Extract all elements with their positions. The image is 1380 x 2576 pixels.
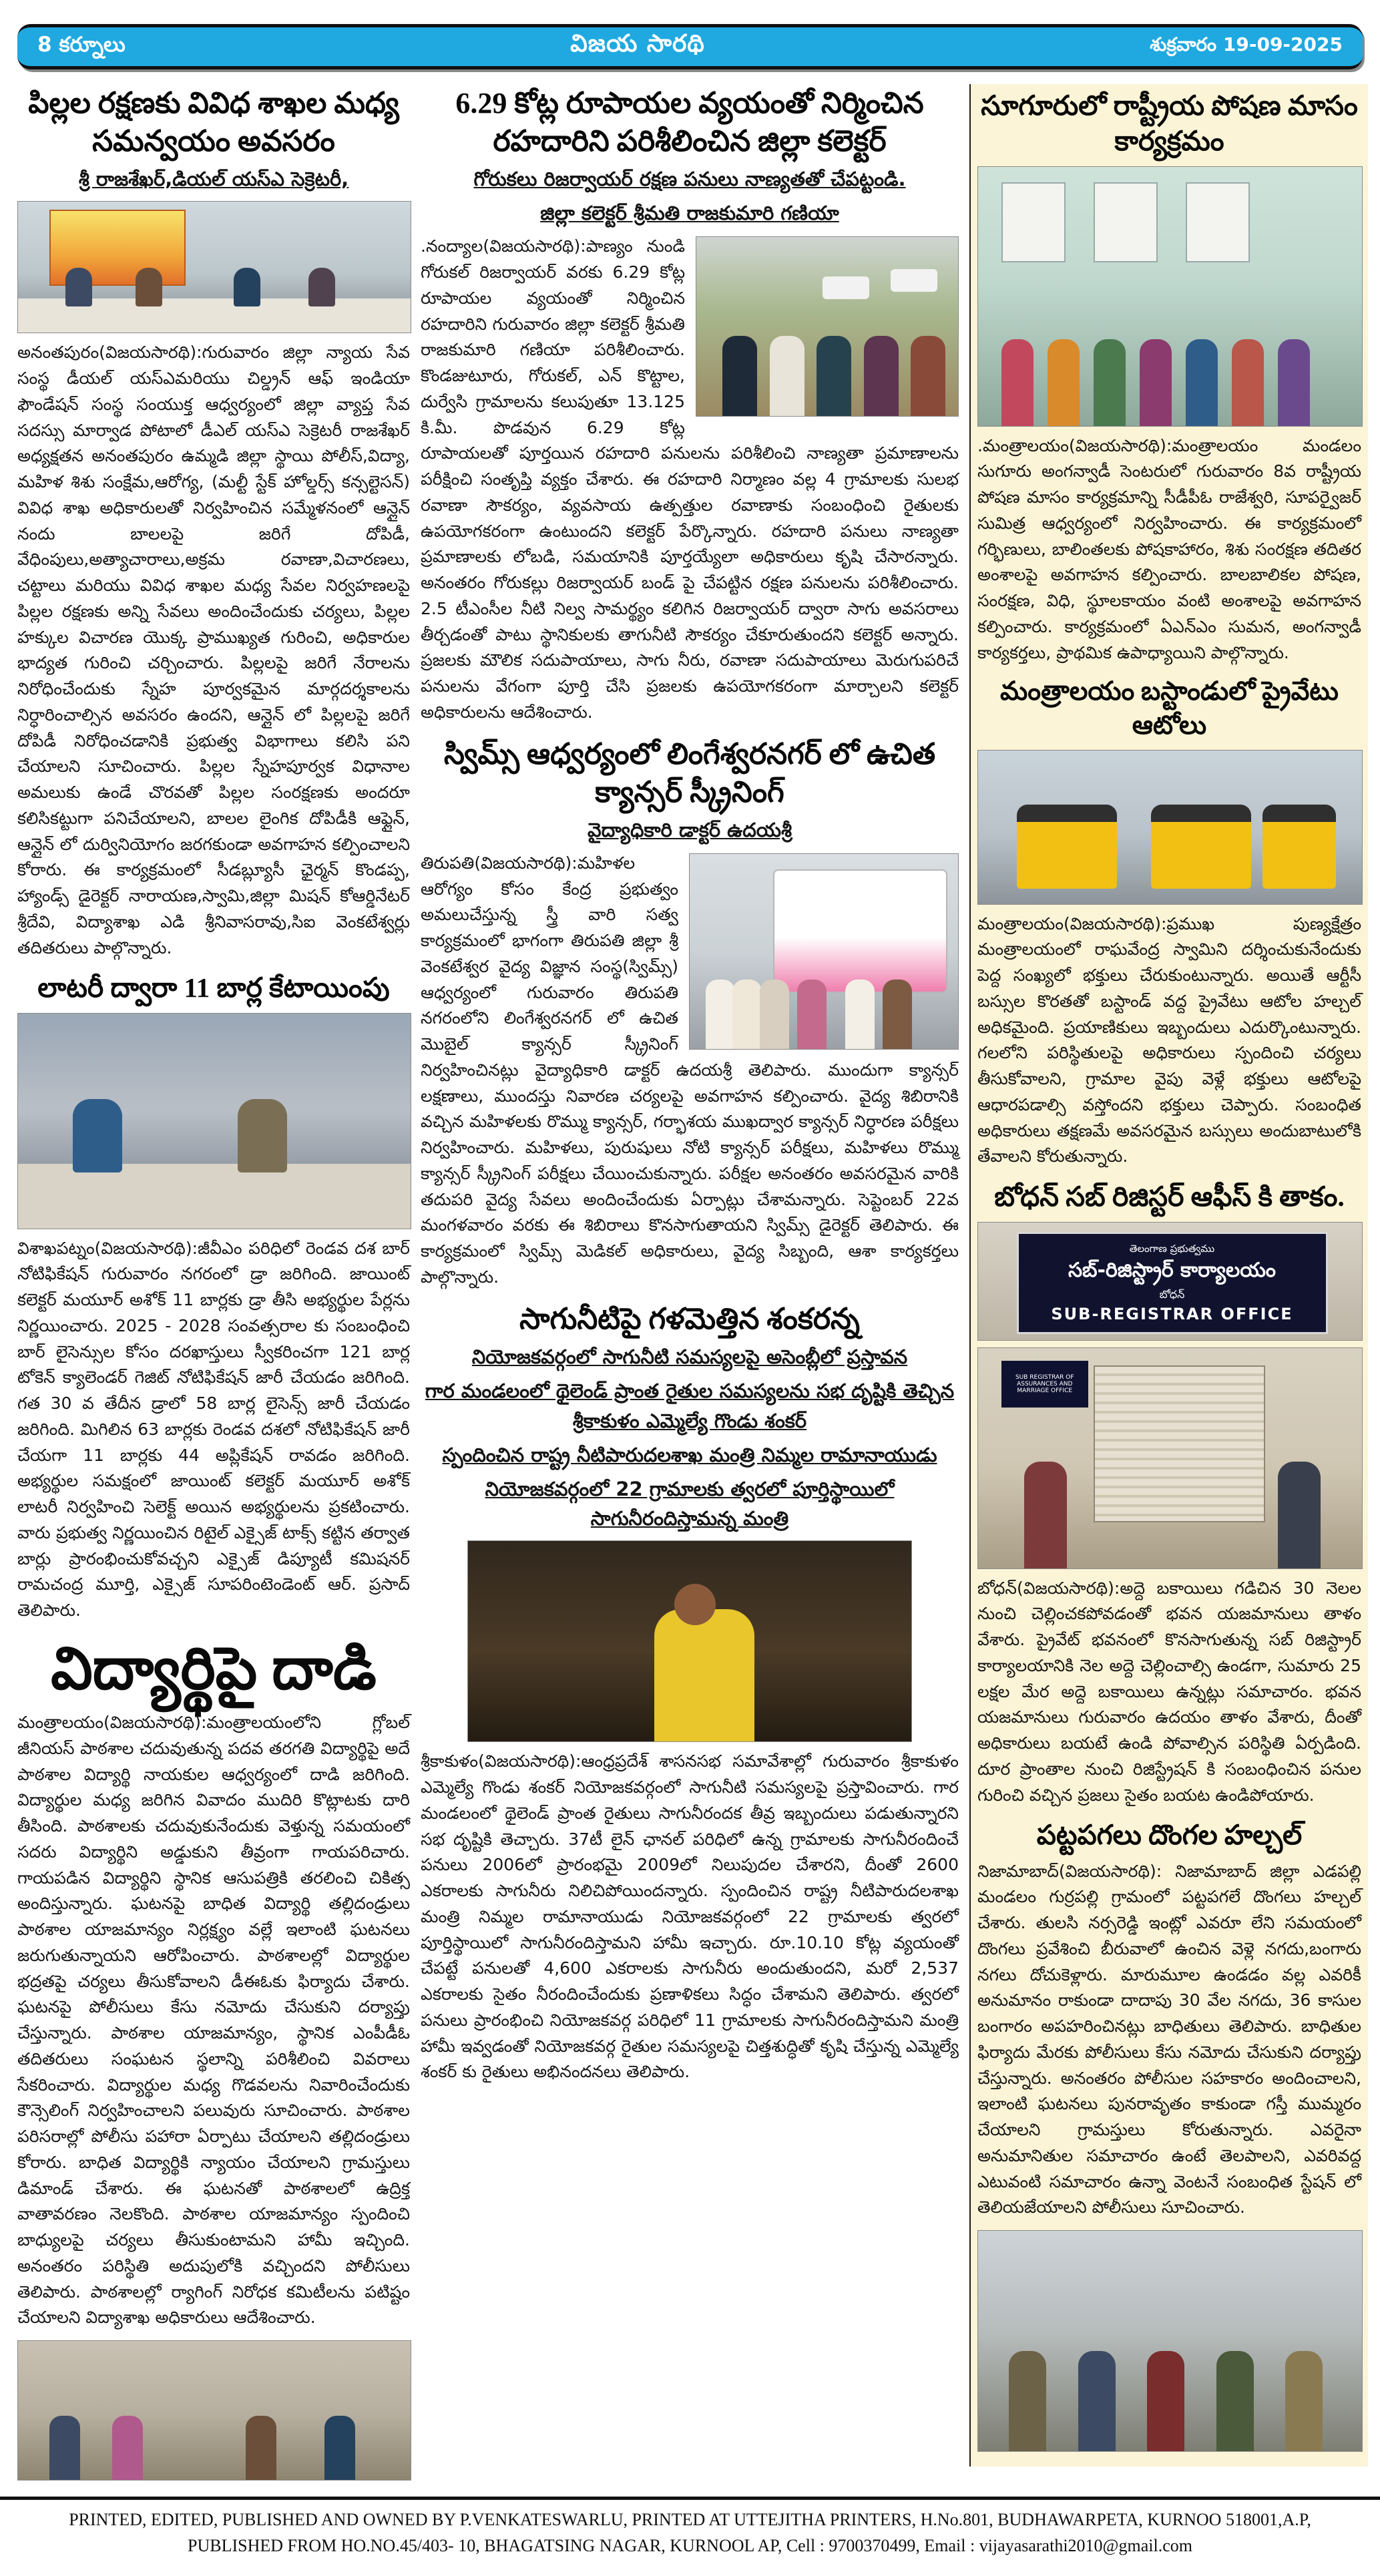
article-cancer-screening [421,735,959,1300]
page-number-edition: 8 కర్నూలు [37,32,126,57]
article-subhead: శ్రీ రాజశేఖర్,డియల్ యస్ఎ సెక్రెటరీ, [78,168,349,191]
locked-office-photo [977,1347,1363,1569]
article-body: .మంత్రాలయం(విజయసారథి):మంత్రాలయం మండలం సుగూరు అంగన్వాడీ సెంటరులో గురువారం 8వ రాష్ట్రీయ పోషణ మాసం కార్యక్రమాన్ని సీడీపీఓ రాజేశ్వరి, సూపర్వైజర్ సుమిత్ర ఆధ్వర్యంలో నిర్వహించారు. ఈ కార్యక్రమంలో గర్భిణులు, బాలింతలకు పోషకాహారం, శిశు సంరక్షణ తదితర అంశాలపై అవగాహన కల్పించారు. బాలబాలికల పోషణ, సంరక్షణ, విధి, స్థూలకాయం వంటి అంశాలపై అవగాహన కల్పించారు. కార్యక్రమంలో ఏఎన్ఎం సుమన, అంగన్వాడీ కార్యకర్తలు, ప్రాథమిక ఉపాధ్యాయిని పాల్గొన్నారు. [977,435,1361,662]
article-student-attack [17,1636,410,2481]
school-office-photo [17,2340,411,2481]
article-bar-lottery [17,970,410,1624]
middle-column [421,84,959,2095]
article-headline: మంత్రాలయం బస్టాండులో ప్రైవేటు ఆటోలు [1000,677,1339,740]
article-child-protection [17,84,410,961]
lottery-officials-photo [17,1013,411,1229]
sign-english-line: SUB-REGISTRAR OFFICE [1051,1305,1293,1323]
article-body: .నంద్యాల(విజయసారథి):పాణ్యం నుండి గోరుకల్ రిజర్వాయర్ వరకు 6.29 కోట్ల రూపాయల వ్యయంతో నిర్మించిన రహదారిని గురువారం జిల్లా కలెక్టర్ శ్రీమతి రాజకుమారి గణియా పరిశీలించారు. కొండజుటూరు, గోరుకల్, ఎన్ కొట్టాల, దుర్వేసి గ్రామాలను కలుపుతూ 13.125 కి.మీ. పొడవున 6.29 కోట్ల రూపాయలతో పూర్తయిన రహదారి పనులను పరిశీలించి నాణ్యతా ప్రమాణాలను పరీక్షించి సంతృప్తి వ్యక్తం చేశారు. ఈ రహదారి నిర్మాణం వల్ల 4 గ్రామాలకు సులభ రవాణా సౌకర్యం, వ్యవసాయ ఉత్పత్తుల రవాణాకు సంబంధించి రైతులకు ఉపయోగకరంగా ఉంటుందని కలెక్టర్ పేర్కొన్నారు. రహదారి పనులు నాణ్యతా ప్రమాణాలకు లోబడి, సమయానికి పూర్తయ్యేలా అధికారులు కృషి చేసారన్నారు. అనంతరం గోరుకల్లు రిజర్వాయర్ బండ్ పై చేపట్టిన రక్షణ పనులను పరిశీలించారు. 2.5 టీఎంసీల నీటి నిల్వ సామర్థ్యం కలిగిన రిజర్వాయర్ ద్వారా సాగు అవసరాలు తీర్చడంతో పాటు స్థానికులకు తాగునీటి సౌకర్యం చేకూరుతుందని కలెక్టర్ అన్నారు. ప్రజలకు మౌలిక సదుపాయాలు, సాగు నీరు, రవాణా సదుపాయాలు మెరుగుపరిచే పనులను వేగంగా పూర్తి చేసి ప్రజలకు ఉపయోగకరంగా మార్చాలని కలెక్టర్ అధికారులను ఆదేశించారు. [421,236,959,722]
sign-town-line: బోధన్ [1159,1288,1185,1301]
article-daylight-theft [977,1817,1361,2452]
article-headline: స్విమ్స్ ఆధ్వర్యంలో లింగేశ్వరనగర్ లో ఉచిత క్యాన్సర్ స్క్రీనింగ్ [443,737,936,809]
subregistrar-signboard-photo [977,1222,1363,1341]
article-body: నిజామాబాద్(విజయసారథి): నిజామాబాద్ జిల్లా ఎడపల్లి మండలం గుర్రపల్లి గ్రామంలో పట్టపగలే దొంగలు హల్చల్ చేశారు. తులసి నర్సరెడ్డి ఇంట్లో ఎవరూ లేని సమయంలో దొంగలు ప్రవేశించి బీరువాలో ఉంచిన వెళ్లె నగదు,బంగారు నగలు దోచుకెళ్లారు. మారుమూల ఉండడం వల్ల ఎవరికీ అనుమానం రాకుండా దాదాపు 30 వేల నగదు, 36 కాసుల బంగారం అపహరించినట్లు బాధితులు తెలిపారు. బాధితుల ఫిర్యాదు మేరకు పోలీసులు కేసు నమోదు చేసుకుని దర్యాప్తు చేస్తున్నారు. అనంతరం పోలీసుల సహకారం అందించాలని, ఇలాంటి ఘటనలు పునరావృతం కాకుండా గస్తీ ముమ్మరం చేయాలని గ్రామస్తులు కోరుతున్నారు. ఎవరైనా అనుమానితుల సమాచారం ఉంటే తెలపాలని, ఎవరివద్ద ఎటువంటి సమాచారం ఉన్నా వెంటనే సంబంధిత స్టేషన్ లో తెలియజేయాలని పోలీసులు సూచించారు. [977,1861,1361,2217]
article-headline: 6.29 కోట్ల రూపాయల వ్యయంతో నిర్మించిన రహదారిని పరిశీలించిన జిల్లా కలెక్టర్ [455,87,924,158]
sign-telugu-line: సబ్-రిజిస్ట్రార్ కార్యాలయం [1068,1259,1276,1282]
office-signboard [1017,1232,1328,1335]
sign-govt-line: తెలంగాణ ప్రభుత్వము [1129,1243,1215,1255]
article-poshan-maas [977,88,1361,666]
anganwadi-event-photo [977,166,1363,427]
article-subhead: జిల్లా కలెక్టర్ శ్రీమతి రాజకుమారి గణియా [540,202,839,225]
article-headline: పట్టపగలు దొంగల హల్చల్ [1036,1819,1303,1851]
article-body: బోధన్(విజయసారథి):అద్దె బకాయిలు గడిచిన 30 నెలల నుంచి చెల్లించకపోవడంతో భవన యజమానులు తాళం వేశారు. ప్రైవేట్ భవనంలో కొనసాగుతున్న సబ్ రిజిస్ట్రార్ కార్యాలయానికి నెల అద్దె చెల్లించాల్సి ఉండగా, సుమారు 25 లక్షల మేర అద్దె బకాయిలు ఉన్నట్లు సమాచారం. భవన యజమానులు గురువారం ఉదయం తాళం వేశారు, దీంతో అధికారులు బయటే ఉండి పోవాల్సిన పరిస్థితి ఏర్పడింది. దూర ప్రాంతాల నుంచి రిజిస్ట్రేషన్ కి సంబంధించిన పనుల గురించి వచ్చిన ప్రజలు సైతం బయట ఉండిపోయారు. [977,1578,1361,1805]
collector-inspection-photo [696,236,959,417]
mobile-screening-van [773,869,947,993]
article-headline: పిల్లల రక్షణకు వివిధ శాఖల మధ్య సమన్వయం అవసరం [28,87,399,158]
right-column [969,84,1368,2466]
page-header [0,0,1380,75]
mla-figure [654,1609,754,1741]
screening-van-photo [689,853,959,1050]
article-body: మంత్రాలయం(విజయసారథి):మంత్రాలయంలోని గ్లోబల్ జీనియస్ పాఠశాల చదువుతున్న పదవ తరగతి విద్యార్థిపై అదే పాఠశాల విద్యార్థి నాయకుల ఆధ్వర్యంలో దాడి జరిగింది. విద్యార్థుల మధ్య జరిగిన వివాదం ముదిరి కొట్లాటకు దారి తీసింది. పాఠశాలకు చదువుకునేందుకు వెళ్తున్న సమయంలో సదరు విద్యార్థిని అడ్డుకుని తీవ్రంగా గాయపరిచారు. గాయపడిన విద్యార్థిని స్థానిక ఆసుపత్రికి తరలించి చికిత్స అందిస్తున్నారు. ఘటనపై బాధిత విద్యార్థి తల్లిదండ్రులు పాఠశాల యాజమాన్యం నిర్లక్ష్యం వల్లే ఇలాంటి ఘటనలు జరుగుతున్నాయని ఆరోపించారు. పాఠశాలల్లో విద్యార్థుల భద్రతపై చర్యలు తీసుకోవాలని డీఈఓకు ఫిర్యాదు చేశారు. ఘటనపై పోలీసులు కేసు నమోదు చేసుకుని దర్యాప్తు చేస్తున్నారు. పాఠశాల యాజమాన్యం, స్థానిక ఎంపీడీఓ తదితరులు సంఘటన స్థలాన్ని పరిశీలించి వివరాలు సేకరించారు. విద్యార్థుల మధ్య గొడవలను నివారించేందుకు కౌన్సెలింగ్ నిర్వహించాలని పలువురు సూచించారు. పాఠశాల పరిసరాల్లో పోలీసు పహారా ఏర్పాటు చేయాలని తల్లిదండ్రులు కోరారు. బాధిత విద్యార్థికి న్యాయం చేయాలని గ్రామస్తులు డిమాండ్ చేశారు. ఈ ఘటనతో పాఠశాలలో ఉద్రిక్త వాతావరణం నెలకొంది. పాఠశాల యాజమాన్యం స్పందించి బాధ్యులపై చర్యలు తీసుకుంటామని హామీ ఇచ్చింది. అనంతరం పరిస్థితి అదుపులోకి వచ్చిందని పోలీసులు తెలిపారు. పాఠశాలల్లో ర్యాగింగ్ నిరోధక కమిటీలను పటిష్టం చేయాలని విద్యాశాఖ అధికారులు ఆదేశించారు. [17,1713,410,2328]
meeting-photo [17,201,411,333]
article-headline: విద్యార్థిపై దాడి [51,1637,377,1702]
article-body: మంత్రాలయం(విజయసారథి):ప్రముఖ పుణ్యక్షేత్రం మంత్రాలయంలో రాఘవేంద్ర స్వామిని దర్శించుకునేందుకు పెద్ద సంఖ్యలో భక్తులు చేరుకుంటున్నారు. అయితే ఆర్టీసీ బస్సుల కొరతతో బస్టాండ్ వద్ద ప్రైవేటు ఆటోల హల్చల్ అధికమైంది. ప్రయాణికులు ఇబ్బందులు ఎదుర్కొంటున్నారు. గలలోని పరిస్థితులపై అధికారులు స్పందించి చర్యలు తీసుకోవాలని, గ్రామాల వైపు వెళ్లే భక్తులు ఆటోలపై ఆధారపడాల్సి వస్తోందని భక్తులు చెప్పారు. సంబంధిత అధికారులు తక్షణమే అవసరమైన బస్సులు అందుబాటులోకి తేవాలని కోరుతున్నారు. [977,913,1361,1166]
article-body: విశాఖపట్నం(విజయసారథి):జీవీఎం పరిధిలో రెండవ దశ బార్ నోటిఫికేషన్ గురువారం నగరంలో డ్రా జరిగింది. జాయింట్ కలెక్టర్ మయూర్ అశోక్ 11 బార్లకు డ్రా తీసి అభ్యర్థుల పేర్లను నిర్ణయించారు. 2025 - 2028 సంవత్సరాల కు సంబంధించి బార్ లైసెన్సుల కోసం దరఖాస్తులు స్వీకరించగా 121 బార్ల టోకెన్ క్యాలెండర్ గెజిట్ నోటిఫికేషన్ జారీ చేయడం జరిగింది. గత 30 వ తేదీన డ్రాలో 58 బార్ల లైసెన్స్ జారీ చేయడం జరిగింది. మిగిలిన 63 బార్లకు రెండవ దశలో నోటిఫికేషన్ జారీ చేయగా 11 బార్లకు 44 అప్లికేషన్ రావడం జరిగింది. అభ్యర్థుల సమక్షంలో జాయింట్ కలెక్టర్ మయూర్ అశోక్ లాటరీ నిర్వహించి సెలెక్ట్ అయిన అభ్యర్థులను ప్రకటించారు. వారు ప్రభుత్వ నిర్ణయించిన రిటైల్ ఎక్సైజ్ టాక్స్ కట్టిన తర్వాత బార్లు ప్రారంభించుకోవచ్చని ఎక్సైజ్ డిప్యూటీ కమిషనర్ రామచంద్ర మూర్తి, ఎక్సైజ్ సూపరింటెండెంట్ ఆర్. ప్రసాద్ తెలిపారు. [17,1238,410,1621]
article-irrigation-mla [421,1300,959,2086]
assurances-signboard: SUB REGISTRAR OF ASSURANCES AND MARRIAGE OFFICE [1001,1361,1089,1408]
article-headline: లాటరీ ద్వారా 11 బార్ల కేటాయింపు [37,972,390,1004]
closed-shutter [1094,1365,1265,1522]
issue-date: శుక్రవారం 19-09-2025 [1150,33,1343,55]
article-body: అనంతపురం(విజయసారథి):గురువారం జిల్లా న్యాయ సేవ సంస్థ డీయల్ యస్ఎమరియు చిల్డ్రన్ ఆఫ్ ఇండియా ఫౌండేషన్ సంస్థ సంయుక్త ఆధ్వర్యంలో జిల్లా వ్యాప్త సేవ సదస్సు మార్వాడ పోటాలో డీఎల్ యస్ఎ సెక్రెటరీ రాజశేఖర్ అధ్యక్షతన అనంతపురం ఉమ్మడి జిల్లా స్థాయి పోలీస్,విద్యా, మహిళ శిశు సంక్షేమ,ఆరోగ్య, (మల్టీ స్టేక్ హోల్డర్స్ కన్సల్టెసన్) వివిధ శాఖ అధికారులతో నిర్వహించిన సమ్మేళనంలో ఆన్లైన్ నందు బాలలపై జరిగే దోపిడీ, వేధింపులు,అత్యాచారాలు,అక్రమ రవాణా,విచారణలు, చట్టాలు మరియు వివిధ శాఖల మధ్య సేవల నిర్వహణలపై పిల్లల రక్షణకు అన్ని సేవలు అందించేందుకు చర్యలు, పిల్లల హక్కుల విచారణ యొక్క ప్రాముఖ్యత గురించి, అధికారుల భాద్యత గురించి చర్చించారు. పిల్లలపై జరిగే నేరాలను నిరోధించేందుకు స్నేహ పూర్వకమైన మార్గదర్శకాలను నిర్ధారించాల్సిన అవసరం ఉందని, ఆన్లైన్ లో పిల్లలపై జరిగే దోపిడీ నిరోధించడానికి ప్రభుత్వ విభాగాలు కలిసి పని చేయాలని సూచించారు. పిల్లల స్నేహపూర్వక విధానాల అమలుకు ఉండే చొరవతో పిల్లల సంరక్షణకు అందరూ కలిసికట్టుగా పనిచేయాలని, బాలల లైంగిక దోపిడీకి ఆఫ్లైన్, ఆన్లైన్ లో దుర్వినియోగం జరగకుండా అవగాహన కల్పించాలని కోరారు. ఈ కార్యక్రమంలో సీడబ్ల్యూసీ ఛైర్మన్ కొండప్ప, హ్యాండ్స్ డైరెక్టర్ నారాయణ,స్వామి,జిల్లా మిషన్ కోఆర్డినేటర్ శ్రీదేవి, విద్యాశాఖ ఎడి శ్రీనివాసరావు,సిఐ వెంకటేశ్వర్లు తదితరులు పాల్గొన్నారు. [17,343,410,957]
mla-assembly-photo [467,1540,912,1742]
article-body: తిరుపతి(విజయసారథి):మహిళల ఆరోగ్యం కోసం కేంద్ర ప్రభుత్వం అమలుచేస్తున్న స్త్రీ వారి సత్వ కార్యక్రమంలో భాగంగా తిరుపతి జిల్లా శ్రీ వెంకటేశ్వర వైద్య విజ్ఞాన సంస్థ(స్విమ్స్) ఆధ్వర్యంలో గురువారం తిరుపతి నగరంలోని లింగేశ్వరనగర్ లో ఉచిత మొబైల్ క్యాన్సర్ స్క్రీనింగ్ నిర్వహించినట్లు వైద్యాధికారి డాక్టర్ ఉదయశ్రీ తెలిపారు. ముందుగా క్యాన్సర్ లక్షణాలు, ముందస్తు నివారణ చర్యలపై అవగాహన కల్పించారు. వైద్య శిబిరానికి వచ్చిన మహిళలకు రొమ్ము క్యాన్సర్, గర్భాశయ ముఖద్వార క్యాన్సర్ నిర్ధారణ పరీక్షలు నిర్వహించారు. మహిళలు, పురుషులు నోటి క్యాన్సర్ పరీక్షలు, మహిళలు రొమ్ము క్యాన్సర్ స్క్రీనింగ్ పరీక్షలు చేయించుకున్నారు. పరీక్షల అనంతరం అవసరమైన వారికి తదుపరి వైద్య సేవలు అందించేందుకు ఏర్పాట్లు చేశామన్నారు. సెప్టెంబర్ 22వ మంగళవారం వరకు ఈ శిబిరాలు కొనసాగుతాయని స్విమ్స్ డైరెక్టర్ తెలిపారు. ఈ కార్యక్రమంలో స్విమ్స్ మెడికల్ అధికారులు, వైద్య సిబ్బంది, ఆశా కార్యకర్తలు పాల్గొన్నారు. [421,853,959,1287]
autos-photo [977,750,1363,905]
article-subhead: స్పందించిన రాష్ట్ర నీటిపారుదలశాఖ మంత్రి నిమ్మల రామానాయుడు [442,1443,937,1466]
newspaper-title: విజయ సారథి [570,30,705,57]
article-headline: సాగునీటిపై గళమెత్తిన శంకరన్న [519,1302,860,1335]
article-body: శ్రీకాకుళం(విజయసారథి):ఆంధ్రప్రదేశ్ శాసనసభ సమావేశాల్లో గురువారం శ్రీకాకుళం ఎమ్మెల్యే గొండు శంకర్ నియోజకవర్గంలో సాగునీటి సమస్యలపై ప్రస్తావించారు. గార మండలంలో థైలెండ్ ప్రాంత రైతులు సాగునీరందక తీవ్ర ఇబ్బందులు పడుతున్నారని సభ దృష్టికి తెచ్చారు. 37టీ లైన్ ఛానల్ పరిధిలో ఉన్న గ్రామాలకు సాగునీరందించే పనులు 2006లో ప్రారంభమై 2009లో నిలుపుదల చేశారని, దీంతో 2600 ఎకరాలకు సాగునీరు నిలిచిపోయిందన్నారు. స్పందించిన రాష్ట్ర నీటిపారుదలశాఖ మంత్రి నిమ్మల రామానాయుడు నియోజకవర్గంలో 22 గ్రామాలకు త్వరలో పూర్తిస్థాయిలో సాగునీరందిస్తామని హామీ ఇచ్చారు. రూ.10.10 కోట్ల వ్యయంతో చేపట్టే పనులతో 4,600 ఎకరాలకు సాగునీరు అందుతుందని, మరో 2,537 ఎకరాలకు సైతం నీరందించేందుకు ప్రణాళికలు సిద్ధం చేశామని తెలిపారు. త్వరలో పనులు ప్రారంభించి నియోజకవర్గ పరిధిలో 11 గ్రామాలకు సాగునీరందిస్తామని మంత్రి హామీ ఇవ్వడంతో నియోజకవర్గ రైతుల సమస్యలపై చిత్తశుద్ధితో కృషి చేస్తున్న ఎమ్మెల్యే శంకర్ కు రైతులు అభినందనలు తెలిపారు. [421,1751,959,2082]
article-subhead: గోరుకలు రిజర్వాయర్ రక్షణ పనులు నాణ్యతతో చేపట్టండి. [473,168,906,191]
imprint-line-2: PUBLISHED FROM HO.NO.45/403- 10, BHAGATSING NAGAR, KURNOOL AP, Cell : 9700370499, Email : vijayasarathi2010@gmail.com [188,2536,1192,2556]
article-headline: సూగూరులో రాష్ట్రీయ పోషణ మాసం కార్యక్రమం [981,90,1358,157]
theft-scene-photo [977,2230,1363,2452]
imprint-line-1: PRINTED, EDITED, PUBLISHED AND OWNED BY P.VENKATESWARLU, PRINTED AT UTTEJITHA PRINTERS, H.No.801, BUDHAWARPETA, KURNOO 518001,A.P, [69,2510,1311,2530]
masthead-bar [17,24,1363,69]
page-body [0,75,1380,2493]
article-subhead: వైద్యాధికారి డాక్టర్ ఉదయశ్రీ [587,818,792,841]
article-subregistrar-lock [977,1179,1361,1808]
article-subhead: గార మండలంలో థైలెండ్ ప్రాంత రైతుల సమస్యలను సభ దృష్టికి తెచ్చిన శ్రీకాకుళం ఎమ్మెల్యే గొండు శంకర్ [425,1379,955,1432]
article-headline: బోధన్ సబ్ రిజిస్టర్ ఆఫీస్ కి తాకం. [994,1181,1345,1213]
article-subhead: నియోజకవర్గంలో 22 గ్రామాలకు త్వరలో పూర్తిస్థాయిలో సాగునీరందిస్తామన్న మంత్రి [485,1477,895,1530]
imprint-footer [0,2497,1380,2576]
article-private-autos [977,675,1361,1170]
left-column [17,84,410,2487]
article-collector-road [421,84,959,735]
article-subhead: నియోజకవర్గంలో సాగునీటి సమస్యలపై అసెంబ్లీలో ప్రస్తావన [471,1345,908,1368]
